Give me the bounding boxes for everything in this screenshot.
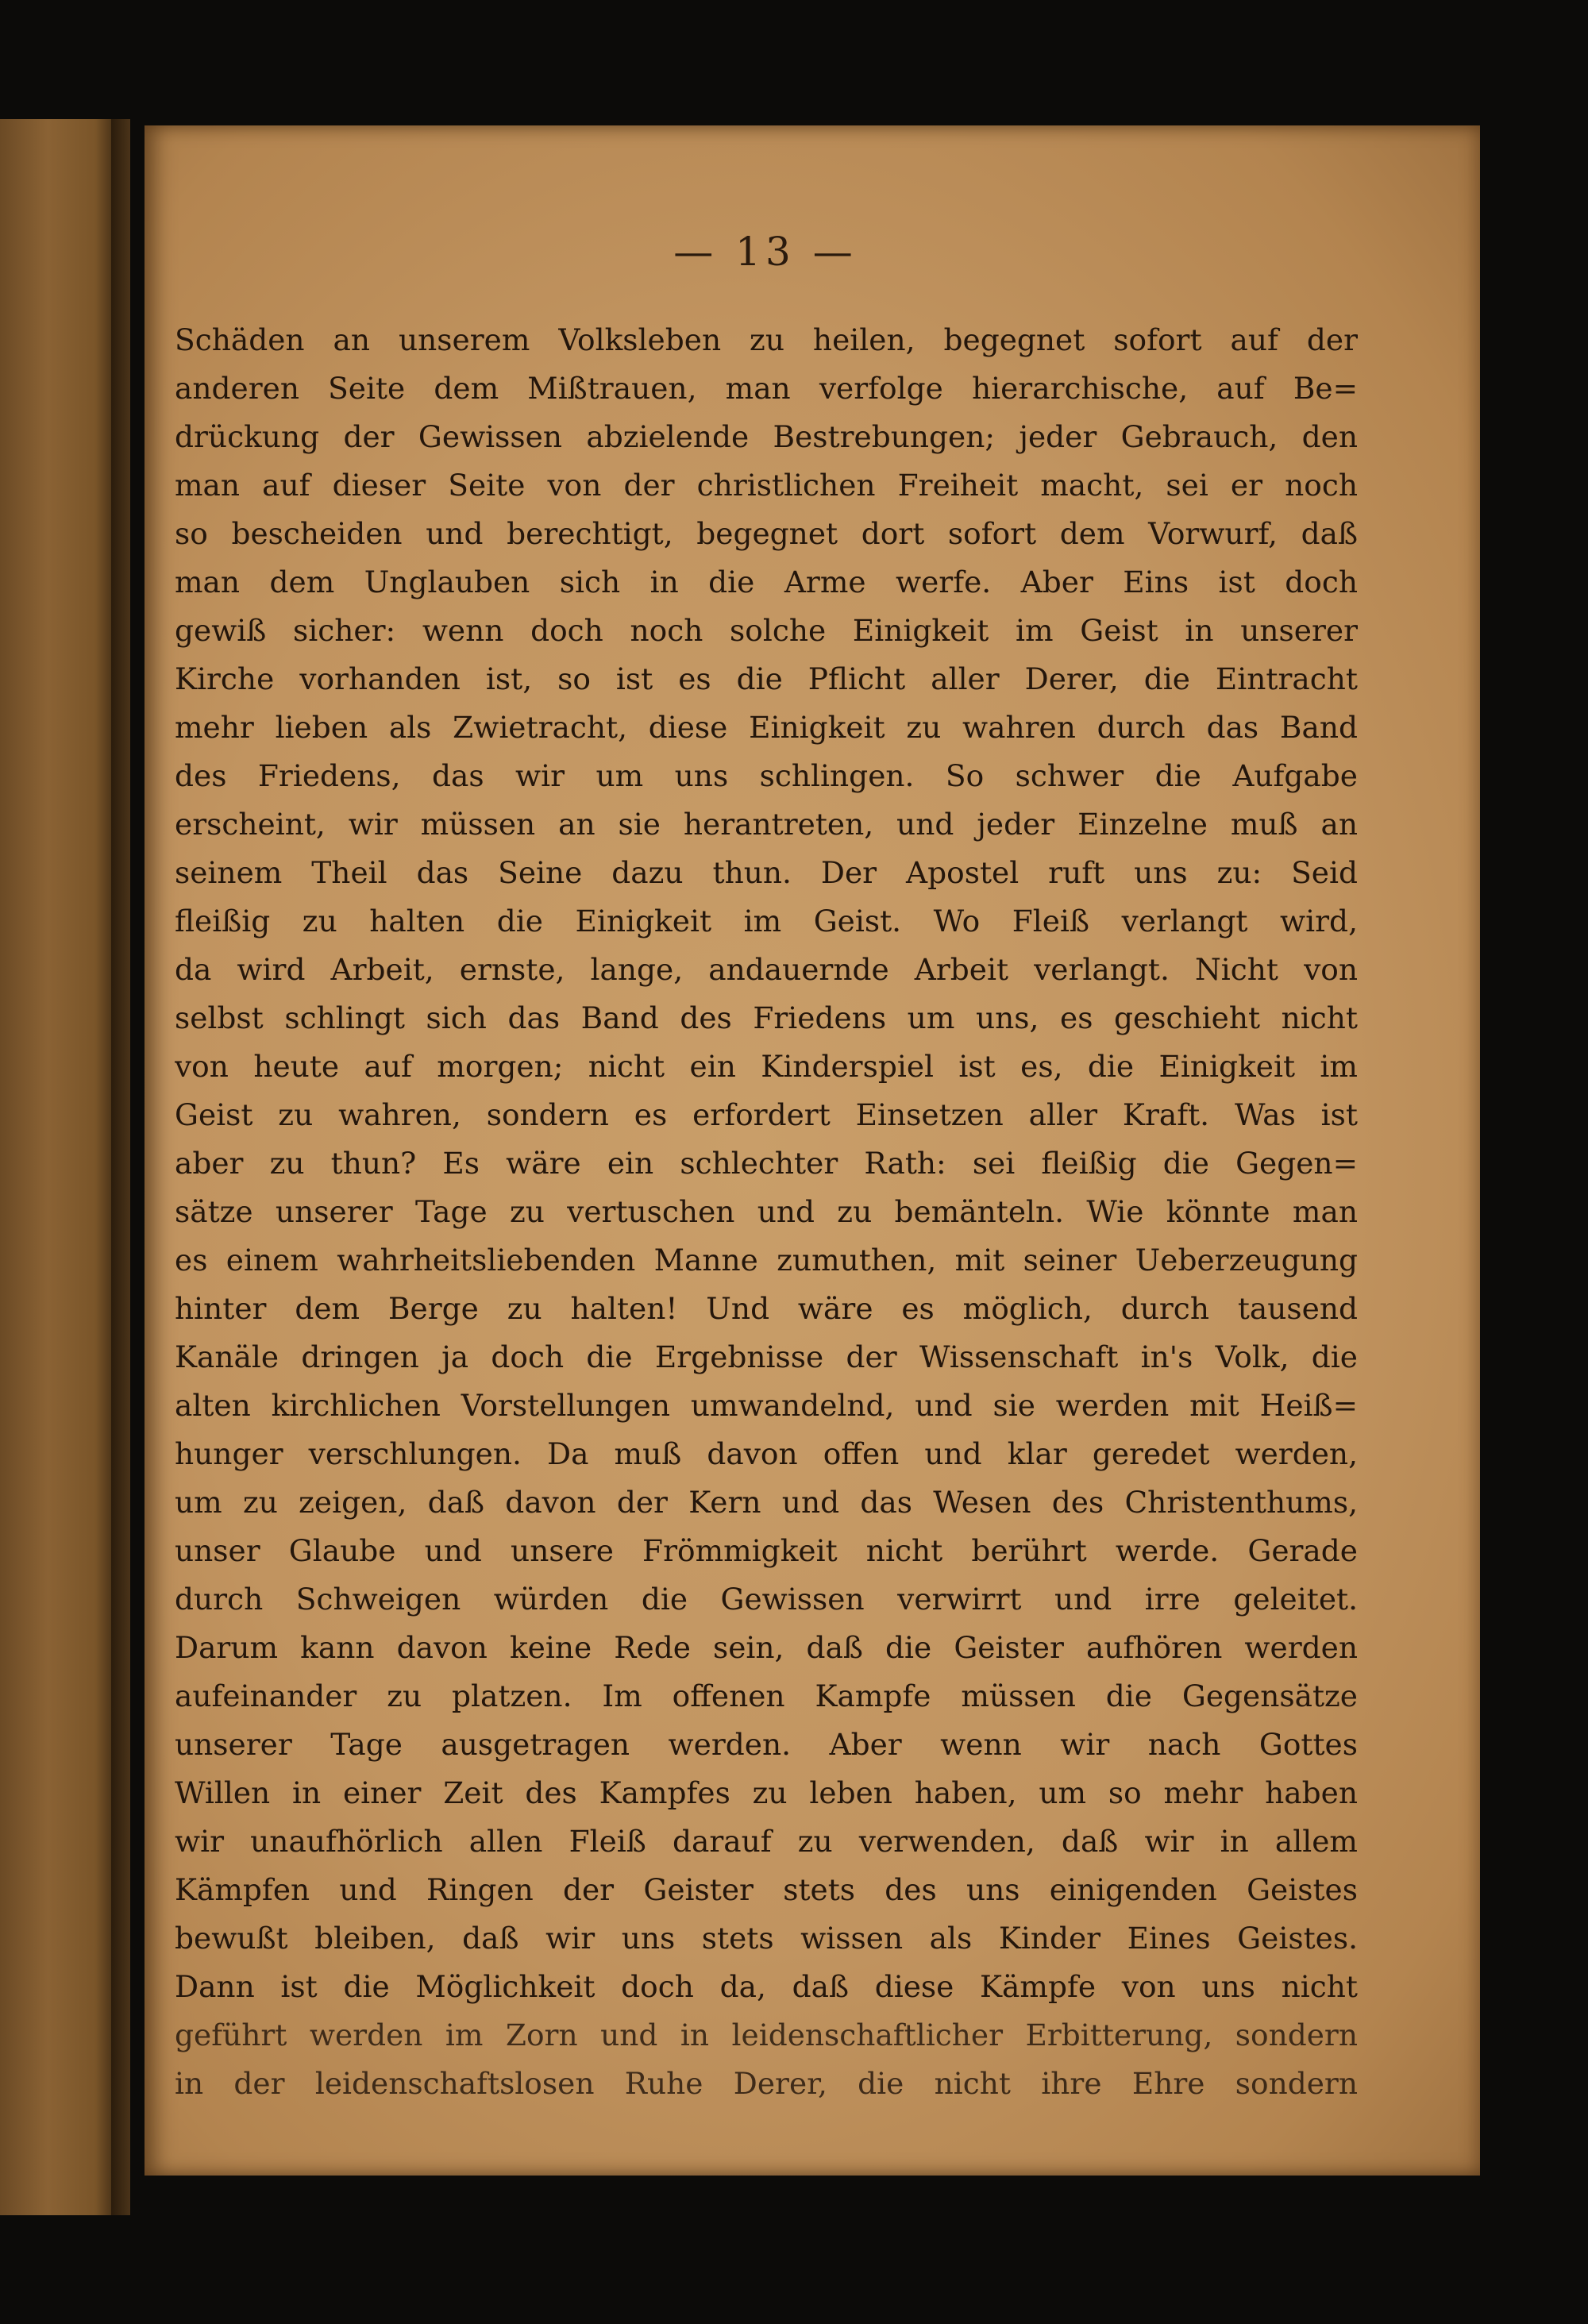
text-line: Geist zu wahren, sondern es erfordert Einsetzen aller Kraft. Was ist	[175, 1097, 1358, 1132]
page-number: — 13 —	[673, 229, 858, 275]
text-line: hinter dem Berge zu halten! Und wäre es möglich, durch tausend	[175, 1291, 1358, 1326]
text-line: drückung der Gewissen abzielende Bestrebungen; jeder Gebrauch, den	[175, 419, 1358, 454]
text-line: von heute auf morgen; nicht ein Kinderspiel ist es, die Einigkeit im	[175, 1049, 1358, 1084]
text-line: Dann ist die Möglichkeit doch da, daß diese Kämpfe von uns nicht	[175, 1969, 1358, 2004]
text-line: bewußt bleiben, daß wir uns stets wissen als Kinder Eines Geistes.	[175, 1921, 1358, 1956]
text-line: so bescheiden und berechtigt, begegnet dort sofort dem Vorwurf, daß	[175, 516, 1358, 551]
text-line: es einem wahrheitsliebenden Manne zumuthen, mit seiner Ueberzeugung	[175, 1243, 1358, 1278]
text-line: Kämpfen und Ringen der Geister stets des uns einigenden Geistes	[175, 1872, 1358, 1907]
text-line: unser Glaube und unsere Frömmigkeit nicht berührt werde. Gerade	[175, 1533, 1358, 1568]
text-line: Schäden an unserem Volksleben zu heilen, begegnet sofort auf der	[175, 322, 1358, 357]
text-line: Darum kann davon keine Rede sein, daß die Geister aufhören werden	[175, 1630, 1358, 1665]
text-line: geführt werden im Zorn und in leidenschaftlicher Erbitterung, sondern	[175, 2018, 1358, 2052]
text-line: aber zu thun? Es wäre ein schlechter Rath: sei fleißig die Gegen=	[175, 1146, 1358, 1181]
text-line: des Friedens, das wir um uns schlingen. So schwer die Aufgabe	[175, 758, 1358, 793]
text-line: alten kirchlichen Vorstellungen umwandelnd, und sie werden mit Heiß=	[175, 1388, 1358, 1423]
text-line: da wird Arbeit, ernste, lange, andauernde Arbeit verlangt. Nicht von	[175, 952, 1358, 987]
text-line: erscheint, wir müssen an sie herantreten, und jeder Einzelne muß an	[175, 807, 1358, 842]
text-line: aufeinander zu platzen. Im offenen Kampfe müssen die Gegensätze	[175, 1678, 1358, 1713]
text-line: wir unaufhörlich allen Fleiß darauf zu verwenden, daß wir in allem	[175, 1824, 1358, 1859]
text-line: Kanäle dringen ja doch die Ergebnisse der Wissenschaft in's Volk, die	[175, 1339, 1358, 1374]
text-line: Kirche vorhanden ist, so ist es die Pflicht aller Derer, die Eintracht	[175, 661, 1358, 696]
text-line: sätze unserer Tage zu vertuschen und zu bemänteln. Wie könnte man	[175, 1194, 1358, 1229]
text-line: Willen in einer Zeit des Kampfes zu leben haben, um so mehr haben	[175, 1775, 1358, 1810]
text-line: unserer Tage ausgetragen werden. Aber wenn wir nach Gottes	[175, 1727, 1358, 1762]
text-line: anderen Seite dem Mißtrauen, man verfolge hierarchische, auf Be=	[175, 371, 1358, 406]
text-line: gewiß sicher: wenn doch noch solche Einigkeit im Geist in unserer	[175, 613, 1358, 648]
text-line: mehr lieben als Zwietracht, diese Einigkeit zu wahren durch das Band	[175, 710, 1358, 745]
text-line: selbst schlingt sich das Band des Friedens um uns, es geschieht nicht	[175, 1000, 1358, 1035]
text-line: hunger verschlungen. Da muß davon offen und klar geredet werden,	[175, 1436, 1358, 1471]
text-line: man auf dieser Seite von der christlichen Freiheit macht, sei er noch	[175, 468, 1358, 503]
left-page-edge	[0, 119, 119, 2215]
text-line: seinem Theil das Seine dazu thun. Der Apostel ruft uns zu: Seid	[175, 855, 1358, 890]
text-line: man dem Unglauben sich in die Arme werfe. Aber Eins ist doch	[175, 565, 1358, 599]
text-line: um zu zeigen, daß davon der Kern und das Wesen des Christenthums,	[175, 1485, 1358, 1520]
text-line: fleißig zu halten die Einigkeit im Geist. Wo Fleiß verlangt wird,	[175, 904, 1358, 938]
text-line: in der leidenschaftslosen Ruhe Derer, die nicht ihre Ehre sondern	[175, 2066, 1358, 2101]
book-gutter	[111, 119, 130, 2215]
body-text	[175, 316, 1358, 2108]
text-line: durch Schweigen würden die Gewissen verwirrt und irre geleitet.	[175, 1582, 1358, 1617]
